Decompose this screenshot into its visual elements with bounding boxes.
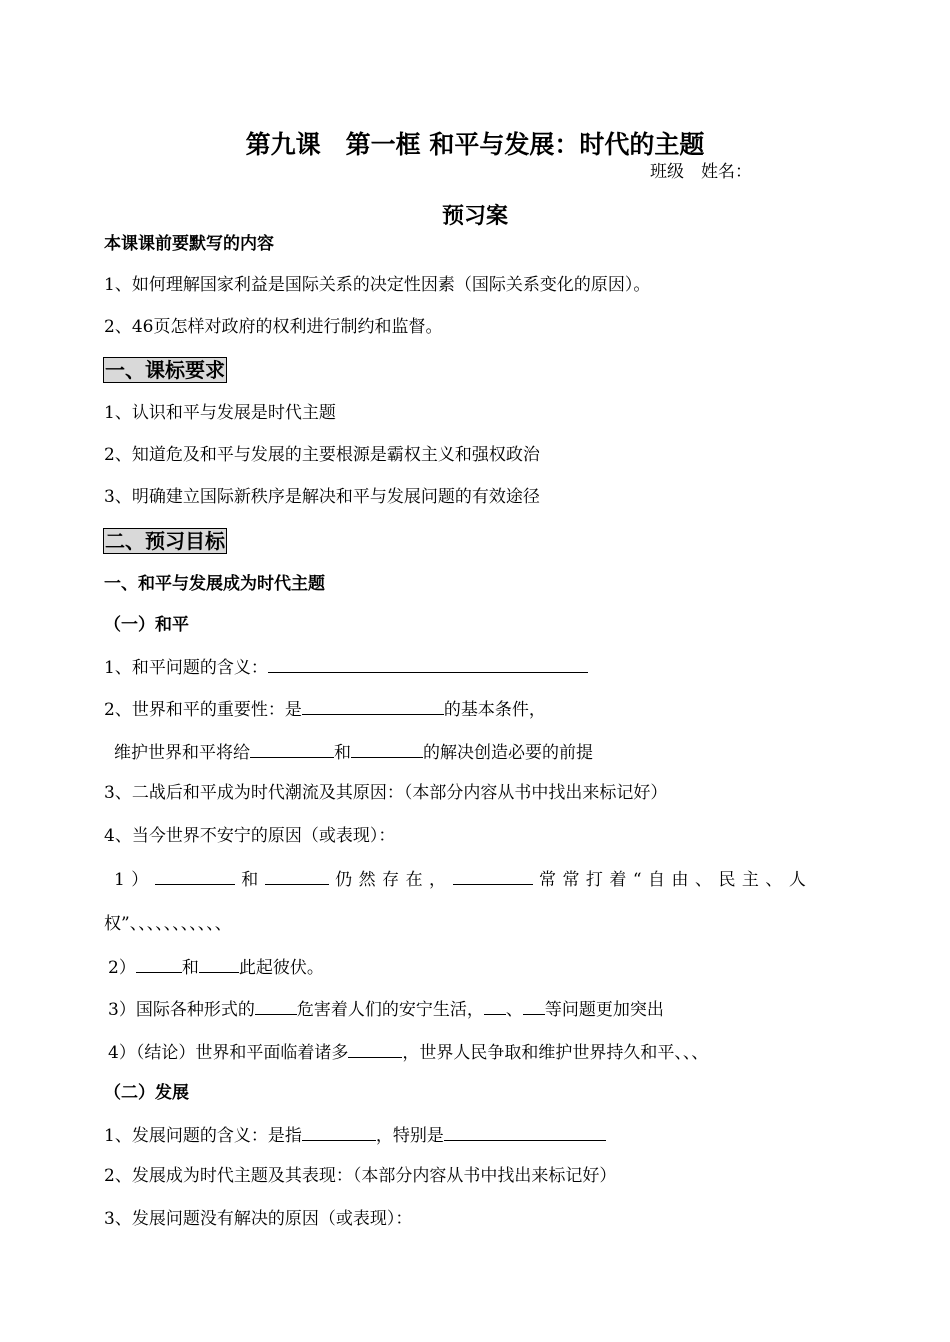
answer-blank[interactable] xyxy=(453,866,533,885)
peace-q1 xyxy=(104,654,588,680)
answer-blank[interactable] xyxy=(255,996,297,1015)
section-2-heading: 二、预习目标 xyxy=(105,529,225,553)
class-name-field: 班级 姓名： xyxy=(650,162,752,182)
peace-q2-cont-label: 维护世界和平将给 xyxy=(114,743,250,763)
q4-3-sep: 、 xyxy=(505,1000,523,1020)
development-q3: 3、发展问题没有解决的原因（或表现）： xyxy=(104,1209,413,1229)
q4-4-label: 4）（结论）世界和平面临着诸多 xyxy=(108,1043,349,1063)
peace-q2-cont xyxy=(114,739,593,765)
q4-1-char: 民 xyxy=(718,870,736,890)
dev-q1-text: ，特别是 xyxy=(375,1126,444,1146)
q4-4-end: ，世界人民争取和维护世界持久和平、、、 xyxy=(402,1043,709,1063)
peace-q4: 4、当今世界不安宁的原因（或表现）： xyxy=(104,826,396,846)
q4-1-char: 、 xyxy=(765,870,783,890)
answer-blank[interactable] xyxy=(302,1122,376,1141)
answer-blank[interactable] xyxy=(523,996,545,1015)
answer-blank[interactable] xyxy=(351,739,423,758)
section-1-heading: 一、课标要求 xyxy=(105,358,225,382)
answer-blank[interactable] xyxy=(199,954,239,973)
q4-1-char: 存 xyxy=(382,870,400,890)
page-title: 第九课 第一框 和平与发展：时代的主题 xyxy=(245,130,705,159)
q4-1-char: 主 xyxy=(741,870,759,890)
q4-2-end: 此起彼伏。 xyxy=(238,958,324,978)
peace-q2-label: 2、世界和平的重要性：是 xyxy=(104,700,302,720)
part-heading: 一、和平与发展成为时代主题 xyxy=(104,574,325,594)
q4-1-char: 打 xyxy=(585,870,603,890)
answer-blank[interactable] xyxy=(250,739,334,758)
q4-1-char: 着 xyxy=(609,870,627,890)
dev-q1-label: 1、发展问题的含义：是指 xyxy=(104,1126,302,1146)
q4-1-char: 仍 xyxy=(335,870,353,890)
q4-1-char: 人 xyxy=(788,870,806,890)
q4-1-char: “ xyxy=(632,870,642,890)
q4-1-char: 然 xyxy=(358,870,376,890)
q4-1-char: 由 xyxy=(671,870,689,890)
intro-heading: 本课课前要默写的内容 xyxy=(104,234,274,254)
curriculum-item-1: 1、认识和平与发展是时代主题 xyxy=(104,403,336,423)
q4-1-char: 、 xyxy=(694,870,712,890)
intro-item-2: 2、46页怎样对政府的权利进行制约和监督。 xyxy=(104,317,443,337)
answer-blank[interactable] xyxy=(444,1122,606,1141)
answer-blank[interactable] xyxy=(155,866,235,885)
peace-q4-1 xyxy=(114,866,806,892)
intro-item-1: 1、如何理解国家利益是国际关系的决定性因素（国际关系变化的原因）。 xyxy=(104,275,651,295)
peace-q1-label: 1、和平问题的含义： xyxy=(104,658,268,678)
q4-1-char: 自 xyxy=(648,870,666,890)
q4-1-char: ， xyxy=(429,870,447,890)
peace-q3: 3、二战后和平成为时代潮流及其原因：（本部分内容从书中找出来标记好） xyxy=(104,783,668,803)
q4-2-label: 2） xyxy=(108,958,136,978)
curriculum-item-3: 3、明确建立国际新秩序是解决和平与发展问题的有效途径 xyxy=(104,487,540,507)
answer-blank[interactable] xyxy=(265,866,329,885)
development-q2: 2、发展成为时代主题及其表现：（本部分内容从书中找出来标记好） xyxy=(104,1166,617,1186)
q4-1-char: 在 xyxy=(405,870,423,890)
peace-q4-1-cont: 权”、、、、、、、、、、、 xyxy=(104,914,232,934)
answer-blank[interactable] xyxy=(302,696,444,715)
development-heading: （二）发展 xyxy=(104,1083,189,1103)
peace-q4-2 xyxy=(108,954,324,980)
peace-q2-end: 的解决创造必要的前提 xyxy=(423,743,593,763)
answer-blank[interactable] xyxy=(268,654,588,673)
peace-q2-and: 和 xyxy=(334,743,351,763)
answer-blank[interactable] xyxy=(348,1039,402,1058)
peace-q4-3 xyxy=(108,996,664,1022)
q4-3-text: 危害着人们的安宁生活， xyxy=(296,1000,484,1020)
peace-q2-text: 的基本条件， xyxy=(443,700,546,720)
q4-1-char: 常 xyxy=(562,870,580,890)
q4-2-and: 和 xyxy=(181,958,199,978)
q4-1-char: 1 xyxy=(114,870,125,890)
peace-q4-4 xyxy=(108,1039,708,1065)
answer-blank[interactable] xyxy=(136,954,182,973)
development-q1 xyxy=(104,1122,606,1148)
page-subtitle: 预习案 xyxy=(441,203,508,229)
curriculum-item-2: 2、知道危及和平与发展的主要根源是霸权主义和强权政治 xyxy=(104,445,540,465)
q4-1-char: 和 xyxy=(241,870,259,890)
peace-q2 xyxy=(104,696,546,722)
answer-blank[interactable] xyxy=(484,996,506,1015)
q4-3-label: 3）国际各种形式的 xyxy=(108,1000,255,1020)
q4-1-char: ） xyxy=(131,870,149,890)
q4-1-char: 常 xyxy=(538,870,556,890)
peace-heading: （一）和平 xyxy=(104,615,189,635)
q4-3-end: 等问题更加突出 xyxy=(544,1000,664,1020)
